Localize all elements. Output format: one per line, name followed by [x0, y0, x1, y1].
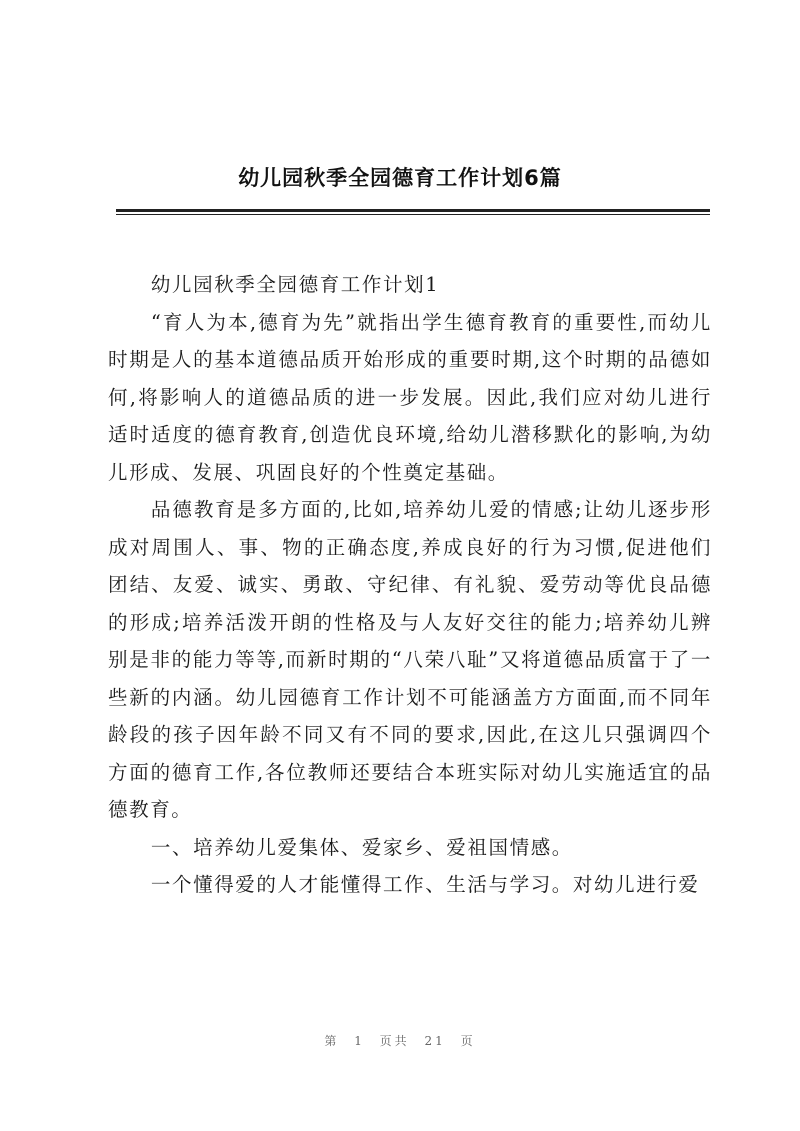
- page-footer: [0, 1032, 800, 1049]
- footer-middle: 页共: [379, 1034, 410, 1048]
- paragraph: 品德教育是多方面的,比如,培养幼儿爱的情感;让幼儿逐步形成对周围人、事、物的正确态度,养成良好的行为习惯,促进他们团结、友爱、诚实、勇敢、守纪律、有礼貌、爱劳动等优良品德的形成;培养活泼开朗的性格及与人友好交往的能力;培养幼儿辨别是非的能力等等,而新时期的“八荣八耻”又将道德品质富于了一些新的内涵。幼儿园德育工作计划不可能涵盖方方面面,而不同年龄段的孩子因年龄不同又有不同的要求,因此,在这儿只强调四个方面的德育工作,各位教师还要结合本班实际对幼儿实施适宜的品德教育。: [108, 498, 712, 821]
- title-underline-thin: [116, 214, 710, 215]
- footer-prefix: 第: [324, 1034, 340, 1048]
- total-pages: 21: [424, 1034, 446, 1048]
- page-number: 1: [354, 1034, 365, 1048]
- title-underline-thick: [116, 209, 710, 212]
- document-title: 幼儿园秋季全园德育工作计划6篇: [238, 166, 562, 190]
- footer-suffix: 页: [460, 1034, 476, 1048]
- section-heading: 幼儿园秋季全园德育工作计划1: [150, 273, 440, 296]
- paragraph: “育人为本,德育为先”就指出学生德育教育的重要性,而幼儿时期是人的基本道德品质开始形成的重要时期,这个时期的品德如何,将影响人的道德品质的进一步发展。因此,我们应对幼儿进行适时适度的德育教育,创造优良环境,给幼儿潜移默化的影响,为幼儿形成、发展、巩固良好的个性奠定基础。: [108, 310, 712, 484]
- paragraph: 一个懂得爱的人才能懂得工作、生活与学习。对幼儿进行爱: [150, 873, 700, 896]
- subsection-heading: 一、培养幼儿爱集体、爱家乡、爱祖国情感。: [150, 835, 573, 859]
- document-body: [108, 266, 712, 904]
